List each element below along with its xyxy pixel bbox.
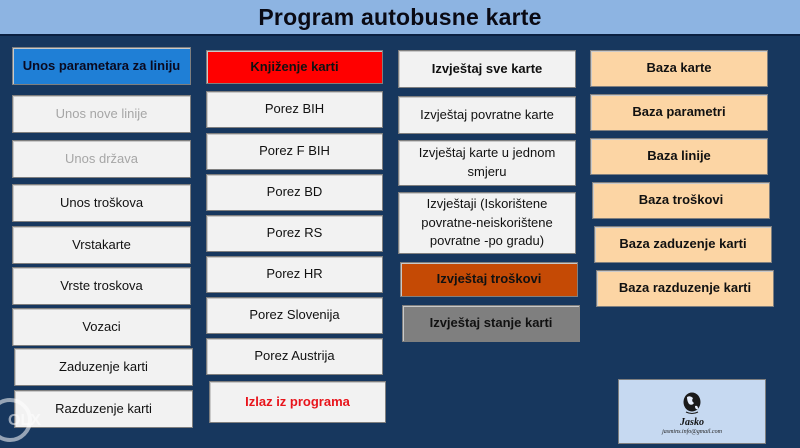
porez-bih-button[interactable]: Porez BIH (206, 91, 383, 128)
porez-fbih-button[interactable]: Porez F BIH (206, 133, 383, 170)
baza-linije-button[interactable]: Baza linije (590, 138, 768, 175)
vrste-troskova-button[interactable]: Vrste troskova (12, 267, 191, 305)
izvjestaj-jedan-smjer-button[interactable]: Izvještaj karte u jednom smjeru (398, 140, 576, 186)
razduzenje-karti-button[interactable]: Razduzenje karti (14, 390, 193, 428)
izvjestaj-troskovi-button[interactable]: Izvještaj troškovi (400, 262, 578, 297)
olx-watermark-icon (0, 392, 56, 448)
baza-karte-button[interactable]: Baza karte (590, 50, 768, 87)
globe-icon (682, 391, 702, 415)
baza-razduzenje-karti-button[interactable]: Baza razduzenje karti (596, 270, 774, 307)
izvjestaji-povratne-po-gradu-button[interactable]: Izvještaji (Iskorištene povratne-neiskorištene povratne -po gradu) (398, 192, 576, 254)
vrstakarte-button[interactable]: Vrstakarte (12, 226, 191, 264)
knjizenje-karti-button[interactable]: Knjiženje karti (206, 50, 383, 84)
unos-troskova-button[interactable]: Unos troškova (12, 184, 191, 222)
izvjestaj-sve-karte-button[interactable]: Izvještaj sve karte (398, 50, 576, 88)
porez-bd-button[interactable]: Porez BD (206, 174, 383, 211)
app-title: Program autobusne karte (258, 3, 542, 30)
porez-austrija-button[interactable]: Porez Austrija (206, 338, 383, 375)
zaduzenje-karti-button[interactable]: Zaduzenje karti (14, 348, 193, 386)
title-bar (0, 0, 800, 36)
exit-program-button[interactable]: Izlaz iz programa (209, 381, 386, 423)
baza-parametri-button[interactable]: Baza parametri (590, 94, 768, 131)
olx-watermark-text: OLX (8, 412, 41, 429)
unos-drzava-button[interactable]: Unos država (12, 140, 191, 178)
izvjestaj-stanje-karti-button[interactable]: Izvještaj stanje karti (402, 305, 580, 342)
logo-name: Jasko (680, 416, 704, 428)
unos-parametara-button[interactable]: Unos parametara za liniju (12, 47, 191, 85)
izvjestaj-povratne-karte-button[interactable]: Izvještaj povratne karte (398, 96, 576, 134)
porez-slovenija-button[interactable]: Porez Slovenija (206, 297, 383, 334)
author-logo (618, 379, 766, 444)
porez-hr-button[interactable]: Porez HR (206, 256, 383, 293)
logo-email: jasmins.info@gmail.com (662, 428, 722, 435)
unos-nove-linije-button[interactable]: Unos nove linije (12, 95, 191, 133)
porez-rs-button[interactable]: Porez RS (206, 215, 383, 252)
vozaci-button[interactable]: Vozaci (12, 308, 191, 346)
baza-troskovi-button[interactable]: Baza troškovi (592, 182, 770, 219)
baza-zaduzenje-karti-button[interactable]: Baza zaduzenje karti (594, 226, 772, 263)
